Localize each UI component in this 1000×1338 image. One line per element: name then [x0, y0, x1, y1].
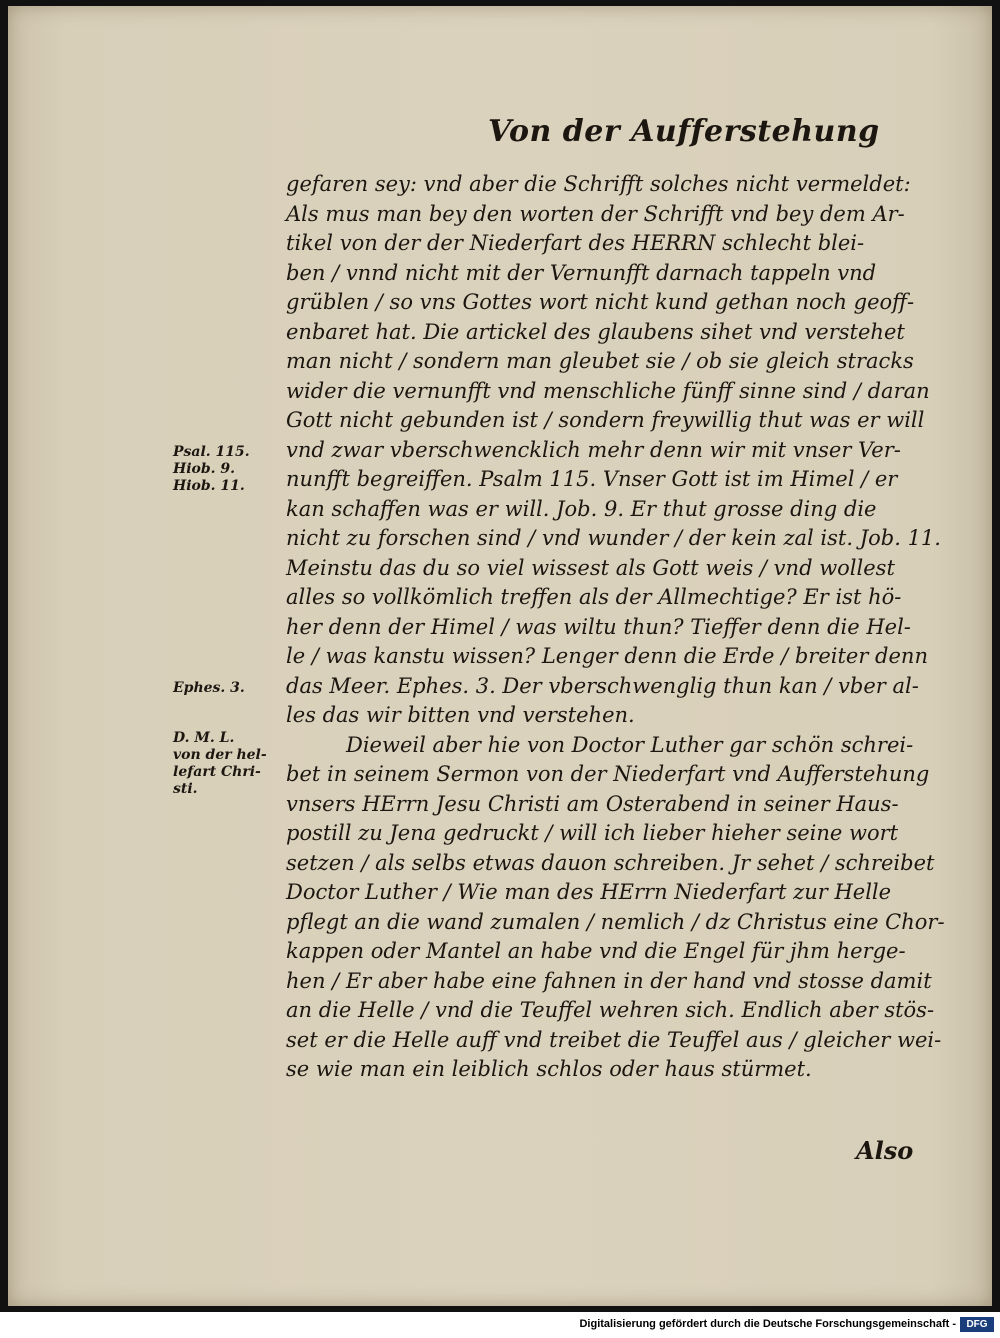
body-text	[286, 170, 945, 1085]
text-line: vnd zwar vberschwencklich mehr denn wir mit vnser Ver-	[286, 437, 901, 462]
margin-note-ephes	[173, 680, 283, 697]
text-line: set er die Helle auff vnd treibet die Teuffel aus / gleicher wei-	[286, 1027, 942, 1052]
dfg-logo: DFG	[960, 1317, 994, 1332]
margin-note-line: Hiob. 9.	[173, 461, 236, 477]
margin-note-line: D. M. L.	[173, 730, 235, 746]
margin-note-line: von der hel-	[173, 747, 267, 763]
text-line: kappen oder Mantel an habe vnd die Engel für jhm herge-	[286, 939, 906, 963]
margin-note-line: Psal. 115.	[173, 444, 250, 460]
text-line: gefaren sey: vnd aber die Schrifft solches nicht vermeldet:	[286, 172, 911, 196]
text-line: das Meer. Ephes. 3. Der vberschwenglig thun kan / vber al-	[286, 673, 919, 698]
footer-credit: Digitalisierung gefördert durch die Deutsche Forschungsgemeinschaft -	[579, 1318, 956, 1330]
text-line: kan schaffen was er will. Job. 9. Er thut grosse ding die	[286, 496, 877, 521]
margin-note-line: Hiob. 11.	[173, 478, 245, 494]
text-line: vnsers HErrn Jesu Christi am Osterabend in seiner Haus-	[286, 791, 899, 816]
text-line: nunfft begreiffen. Psalm 115. Vnser Gott ist im Himel / er	[286, 467, 898, 491]
text-line: enbaret hat. Die artickel des glaubens sihet vnd verstehet	[286, 319, 905, 344]
margin-note-luther	[173, 730, 283, 798]
text-line: tikel von der der Niederfart des HERRN schlecht blei-	[286, 231, 865, 255]
text-line: ben / vnnd nicht mit der Vernunfft darnach tappeln vnd	[286, 260, 877, 285]
book-page	[8, 6, 992, 1306]
text-line: her denn der Himel / was wiltu thun? Tieffer denn die Hel-	[286, 614, 911, 639]
text-line: nicht zu forschen sind / vnd wunder / der kein zal ist. Job. 11.	[286, 526, 941, 550]
catchword: Also	[856, 1136, 914, 1165]
margin-note-line: sti.	[173, 781, 198, 797]
text-line: le / was kanstu wissen? Lenger denn die Erde / breiter denn	[286, 644, 928, 668]
margin-note-line: lefart Chri-	[173, 764, 261, 780]
text-line: man nicht / sondern man gleubet sie / ob sie gleich stracks	[286, 349, 914, 373]
text-line: Doctor Luther / Wie man des HErrn Niederfart zur Helle	[286, 880, 892, 904]
text-line: Dieweil aber hie von Doctor Luther gar schön schrei-	[346, 732, 914, 757]
text-line: hen / Er aber habe eine fahnen in der hand vnd stosse damit	[286, 968, 932, 993]
text-line: an die Helle / vnd die Teuffel wehren sich. Endlich aber stös-	[286, 998, 935, 1022]
footer-bar	[0, 1312, 1000, 1338]
text-line: wider die vernunfft vnd menschliche fünff sinne sind / daran	[286, 378, 930, 403]
text-line: alles so vollkömlich treffen als der Allmechtige? Er ist hö-	[286, 585, 902, 609]
running-head: Von der Aufferstehung	[488, 114, 880, 149]
text-line: les das wir bitten vnd verstehen.	[286, 703, 635, 727]
text-line: Gott nicht gebunden ist / sondern freywillig thut was er will	[286, 408, 925, 432]
text-line: pflegt an die wand zumalen / nemlich / dz Christus eine Chor-	[286, 909, 945, 934]
text-line: Als mus man bey den worten der Schrifft vnd bey dem Ar-	[286, 201, 905, 226]
text-line: postill zu Jena gedruckt / will ich lieber hieher seine wort	[286, 821, 899, 845]
text-line: bet in seinem Sermon von der Niederfart vnd Aufferstehung	[286, 762, 930, 786]
margin-note-line: Ephes. 3.	[173, 680, 245, 696]
text-line: grüblen / so vns Gottes wort nicht kund gethan noch geoff-	[286, 290, 915, 314]
text-line: setzen / als selbs etwas dauon schreiben. Jr sehet / schreibet	[286, 850, 935, 875]
text-line: se wie man ein leiblich schlos oder haus stürmet.	[286, 1057, 812, 1081]
text-line: Meinstu das du so viel wissest als Gott weis / vnd wollest	[286, 555, 895, 580]
margin-note-psalm	[173, 444, 283, 495]
